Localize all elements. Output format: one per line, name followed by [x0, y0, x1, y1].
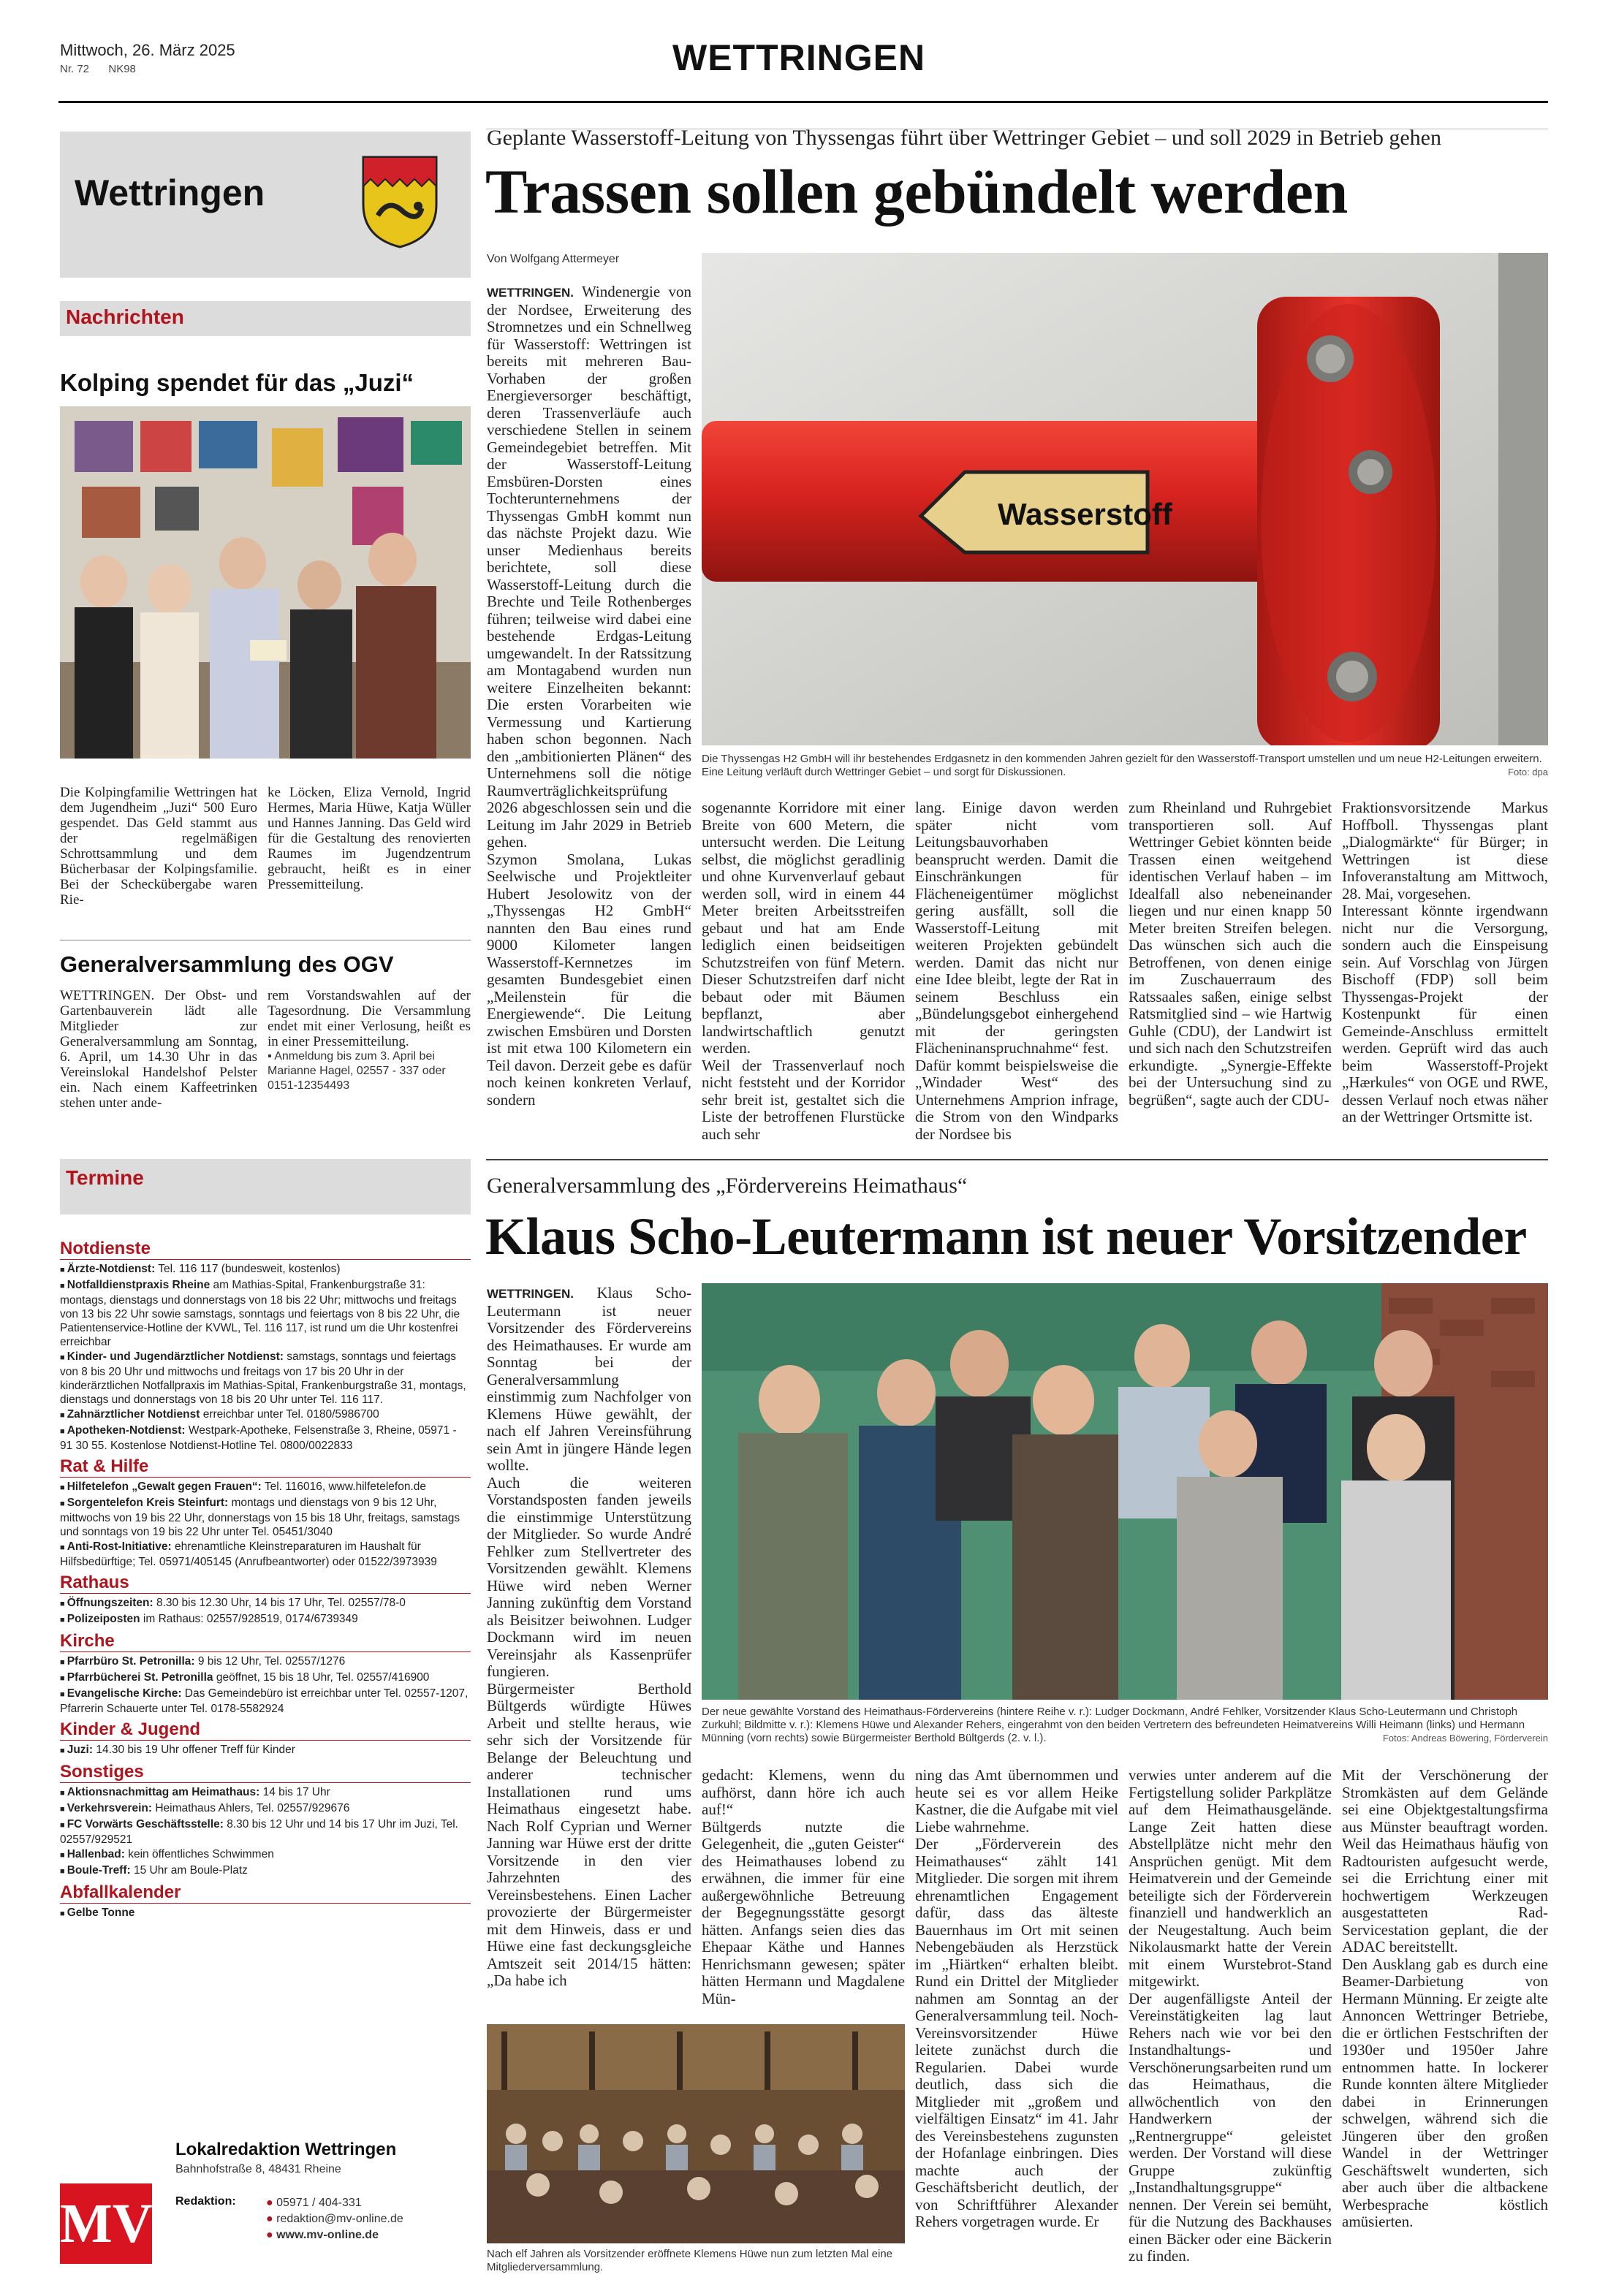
service-item-detail: erreichbar unter Tel. 0180/5986700: [200, 1408, 379, 1421]
bullet-icon: ■: [60, 1616, 67, 1624]
service-section-title: Kinder & Jugend: [60, 1719, 201, 1739]
article1-dateline: WETTRINGEN.: [487, 286, 574, 300]
article1-col4: zum Rheinland und Ruhrgebiet transportieren soll. Auf Wettringer Gebiet könnten beide Trassen einen weitgehend identischen Verlauf haben – im Idealfall also nebeneinander liegen und nur einen knapp 50 Meter breiten Streifen belegen. Das wünschen sich auch die Betroffenen, von denen einige im Zuschauerraum des Ratssaales saßen, einige selbst Ratsmitglied sind – wie Hartwig Guhle (CDU), der Landwirt ist und sich nach den Schutzstreifen erkundigte. „Synergie-Effekte bei der Untersuchung sind zu begrüßen“, sagte auch der CDU-: [1129, 799, 1332, 1109]
web-icon: ●: [266, 2229, 277, 2241]
service-item-detail: Tel. 116016, www.hilfetelefon.de: [261, 1480, 427, 1493]
bullet-icon: ■: [60, 1266, 67, 1274]
header-issue: [60, 63, 136, 75]
service-item-name: Boule-Treff:: [67, 1864, 131, 1877]
section-title: WETTRINGEN: [672, 37, 926, 78]
bullet-icon: ■: [60, 1543, 67, 1552]
bullet-icon: ■: [60, 1499, 67, 1508]
service-item-name: FC Vorwärts Geschäftsstelle:: [67, 1818, 224, 1831]
service-item-detail: 15 Uhr am Boule-Platz: [130, 1864, 248, 1877]
service-item-detail: 9 bis 12 Uhr, Tel. 02557/1276: [194, 1655, 346, 1668]
service-item: [60, 1540, 471, 1569]
bullet-icon: ■: [60, 1867, 67, 1876]
service-item-name: Öffnungszeiten:: [67, 1597, 153, 1609]
mv-logo: MV: [60, 2183, 152, 2264]
header-date: Mittwoch, 26. März 2025: [60, 41, 235, 59]
service-item: [60, 1687, 471, 1716]
article2-col3: ning das Amt übernommen und heute sei es vor allem Heike Kastner, die die Aufgabe mit viel Liebe wahrnehme. Der „Förderverein des Heimathauses“ zählt 141 Mitglieder. Die sorgen mit ihrem ehrenamtlichen Engagement dafür, dass das älteste Bauernhaus im Ort mit seinen Nebengebäuden als Herzstück im „Hiärtken“ erhalten bleibt. Rund ein Drittel der Mitglieder nahmen am Sonntag an der Generalversammlung teil. Noch-Vereinsvorsitzender Hüwe leitete zunächst durch die Regularien. Dabei wurde deutlich, dass sich die Mitglieder mit „großem und vielfältigen Einsatz“ im 41. Jahr des Vereinsbestehens zugunsten der Hofanlage einbringen. Dies machte auch der Geschäftsbericht deutlich, der von Schriftführer Alexander Rehers vorgetragen wurde. Er: [915, 1767, 1118, 2230]
bullet-icon: ■: [60, 1282, 67, 1290]
article1-photo-caption: Die Thyssengas H2 GmbH will ihr bestehendes Erdgasnetz in den kommenden Jahren gezielt für den Wasserstoff-Transport umstellen und um neue H2-Leitungen erweitern. Eine Leitung verläuft durch Wettringer Gebiet – und sorgt für Diskussionen. Foto: dpa: [702, 753, 1548, 778]
service-item-name: Anti-Rost-Initiative:: [67, 1540, 172, 1553]
service-item-name: Apotheken-Notdienst:: [67, 1424, 186, 1437]
service-item: [60, 1670, 471, 1686]
service-item: [60, 1785, 471, 1801]
service-item-detail: ehrenamtliche Kleinstreparaturen im Haushalt für Hilfsbedürftige; Tel. 05971/405145 (Anrufbeantworter) oder 01522/3973939: [60, 1540, 437, 1568]
service-item-name: Sorgentelefon Kreis Steinfurt:: [67, 1497, 229, 1509]
service-listings: [60, 1239, 471, 1922]
bullet-icon: ■: [60, 1674, 67, 1683]
ogv-note: ▪ Anmeldung bis zum 3. April bei Marianne Hagel, 02557 - 337 oder 0151-12354493: [268, 1050, 446, 1092]
service-item-name: Aktionsnachmittag am Heimathaus:: [67, 1786, 260, 1798]
service-section-rule: [60, 1477, 471, 1478]
service-item-detail: am Mathias-Spital, Frankenburgstraße 31: montags, dienstags und donnerstags von 18 bis 22 Uhr; mittwochs und freitags von 13 bis 22 Uhr sowie samstags, sonntags und feiertags von 8 bis 22 Uhr, die Patientenservice-Hotline der KVWL, Tel. 116 117, ist rund um die Uhr kostenfrei erreichbar: [60, 1279, 460, 1348]
redaktion-contacts: [266, 2195, 403, 2243]
service-item-detail: im Rathaus: 02557/928519, 0174/6739349: [140, 1613, 358, 1625]
service-section-rule: [60, 1651, 471, 1652]
service-item-detail: Heimathaus Ahlers, Tel. 02557/929676: [152, 1802, 350, 1814]
header-rule: [58, 101, 1548, 103]
service-item-detail: 14 bis 17 Uhr: [259, 1786, 330, 1798]
service-item-name: Ärzte-Notdienst:: [67, 1263, 156, 1275]
kolping-title: Kolping spendet für das „Juzi“: [60, 369, 414, 396]
article2-photo-caption: Der neue gewählte Vorstand des Heimathaus-Fördervereins (hintere Reihe v. r.): Ludger Dockmann, André Fehlker, Vorsitzender Klaus Scho-Leutermann und Christoph Zurkuhl; Bildmitte v. r.): Klemens Hüwe und Alexander Rehers, eingerahmt von den beiden Vertretern des befreundeten Heimatvereins Willi Heimann (links) und Hermann Münning (vorn rechts) sowie Bürgermeister Berthold Bültgerds (2. v. l.). Fotos: Andreas Böwering, Förderverein: [702, 1706, 1548, 1744]
bullet-icon: ■: [60, 1789, 67, 1798]
phone-line: ● 05971 / 404-331: [266, 2197, 362, 2209]
service-section-rule: [60, 1782, 471, 1783]
bullet-icon: ■: [60, 1483, 67, 1492]
redaktion-label: Redaktion:: [175, 2195, 236, 2208]
bullet-icon: ■: [60, 1411, 67, 1420]
service-section-rule: [60, 1903, 471, 1904]
service-item: [60, 1612, 471, 1627]
redaktion-title: Lokalredaktion Wettringen: [175, 2140, 397, 2159]
email-line[interactable]: ● redaktion@mv-online.de: [266, 2213, 403, 2225]
service-item-name: Pfarrbüro St. Petronilla:: [67, 1655, 195, 1668]
article1-col1-text: Windenergie von der Nordsee, Erweiterung des Stromnetzes und ein Schnellweg für Wasserstoff: Wettringen ist bereits mit mehreren Bau-Vorhaben der großen Energieversorger beschäftigt, deren Trassenverläufe auch verschiedene Stellen in seinem Gemeindegebiet betreffen. Mit der Wasserstoff-Leitung Emsbüren-Dorsten eines Tochterunternehmens der Thyssengas GmbH kommt nun das nächste Projekt dazu. Wie unser Medienhaus bereits berichtete, soll diese Wasserstoff-Leitung durch die Brechte und Teile Rothenberges führen; teilweise wird dabei eine bestehende Erdgas-Leitung umgewandelt. In der Ratssitzung am Montagabend wurden nun weitere Einzelheiten bekannt: Die ersten Vorarbeiten wie Vermessung und Kartierung haben schon begonnen. Nach den „ambitionierten Plänen“ des Unternehmens soll die nötige Raumverträglichkeitsprüfung 2026 abgeschlossen sein und die Leitung im Jahr 2029 in Betrieb gehen. Szymon Smolana, Lukas Seelwische und Projektleiter Hubert Jesolowitz von der „Thyssengas H2 GmbH“ nannten den Bau eines rund 9000 Kilometer langen Wasserstoff-Kernnetzes im gesamten Bundesgebiet einen „Meilenstein für die Energiewende“. Die Leitung zwischen Emsbüren und Dorsten ist mit etwa 100 Kilometern ein Teil davon. Derzeit gebe es dafür noch keinen konkreten Verlauf, sondern: [487, 284, 691, 1109]
board-group-photo: [702, 1283, 1548, 1700]
kolping-photo: [60, 406, 471, 759]
service-item-name: Hilfetelefon „Gewalt gegen Frauen“:: [67, 1480, 262, 1493]
article2-col1: [487, 1285, 691, 2008]
service-item-name: Evangelische Kirche:: [67, 1687, 182, 1700]
service-item-name: Hallenbad:: [67, 1848, 125, 1860]
article-separator: [486, 1159, 1548, 1160]
service-section-title: Rat & Hilfe: [60, 1456, 149, 1476]
article2-col5: Mit der Verschönerung der Stromkästen auf dem Gelände sei eine Objektgestaltungsfirma aus Münster beauftragt worden. Weil das Heimathaus häufig von Radtouristen aufgesucht werde, sei die Errichtung einer mit hochwertigem Werkzeugen ausgestatteten Rad-Servicestation geplant, die der ADAC bereitstellt. Den Ausklang gab es durch eine Beamer-Darbietung von Hermann Münning. Er zeigte alte Annoncen Wettringer Betriebe, die er örtlichen Festschriften der 1930er und 1950er Jahre entnommen hatte. In lockerer Runde konnten ältere Mitglieder dabei in Erinnerungen schwelgen, während sich die Jüngeren über den großen Wandel in der Wettringer Geschäftswelt wunderten, sich aber auch über die altbackene Werbesprache köstlich amüsierten.: [1342, 1767, 1548, 2230]
service-section-title: Rathaus: [60, 1573, 129, 1592]
news-label: Nachrichten: [60, 301, 471, 336]
service-item-detail: kein öffentliches Schwimmen: [124, 1848, 274, 1860]
article2-col4: verwies unter anderem auf die Fertigstellung solider Parkplätze auf dem Heimathausgelände. Lange Zeit hatten diese Abstellplätze nicht mehr den Ansprüchen genügt. Mit dem Heimatverein und der Gemeinde beteiligte sich der Förderverein finanziell und handwerklich an der Neugestaltung. Auch beim Nikolausmarkt hatte der Verein mit einem Wurstebrot-Stand mitgewirkt. Der augenfälligste Anteil der Vereinstätigkeiten lag laut Rehers nach wie vor bei den Instandhaltungs- und Verschönerungsarbeiten rund um das Heimathaus, die allwöchentlich von den Handwerkern der „Rentnergruppe“ geleistet werden. Der Vorstand will diese Gruppe zukünftig „Instandhaltungsgruppe“ nennen. Der Verein sei bemüht, für die Nutzung des Backhauses einen Bäcker oder eine Bäckerin zu finden.: [1129, 1767, 1332, 2265]
kolping-photo-graphic: [60, 406, 471, 759]
service-item: [60, 1480, 471, 1495]
bullet-icon: ■: [60, 1658, 67, 1667]
service-item-detail: montags und dienstags von 9 bis 12 Uhr, mittwochs von 19 bis 22 Uhr, donnerstags von 15 bis 18 Uhr, freitags, samstags und sonntags von 19 bis 22 Uhr unter Tel. 05451/3040: [60, 1497, 460, 1538]
service-item: [60, 1743, 471, 1758]
phone-icon: ●: [266, 2197, 277, 2209]
issue-number: Nr. 72: [60, 63, 90, 75]
ogv-right-block: [268, 988, 471, 1093]
meeting-photo-caption: Nach elf Jahren als Vorsitzender eröffnete Klemens Hüwe nun zum letzten Mal eine Mitgliederversammlung.: [487, 2248, 893, 2273]
redaktion-footer: [60, 2119, 471, 2280]
service-item-detail: geöffnet, 15 bis 18 Uhr, Tel. 02557/416900: [213, 1671, 430, 1684]
service-item: [60, 1278, 471, 1349]
article1-byline: Von Wolfgang Attermeyer: [487, 253, 620, 265]
ogv-text-left: WETTRINGEN. Der Obst- und Gartenbauverein lädt alle Mitglieder zur Generalversammlung am Sonntag, 6. April, um 14.30 Uhr in das Vereinslokal Handelshof Pelster ein. Nach einem Kaffeetrinken stehen unter ande-: [60, 988, 257, 1111]
article1-col2: sogenannte Korridore mit einer Breite von 600 Metern, die untersucht werden. Die Leitung selbst, die möglichst geradlinig und ohne Kurvenverlauf gebaut werden soll, wird in einem 44 Meter breiten Arbeitsstreifen gebaut und hat am Ende lediglich einen beidseitigen Schutzstreifen von fünf Metern. Dieser Schutzstreifen darf nicht bebaut oder mit Bäumen bepflanzt, aber landwirtschaftlich genutzt werden. Weil der Trassenverlauf noch nicht feststeht und der Korridor sehr breit ist, gestaltet sich die Liste der betroffenen Flurstücke auch sehr: [702, 799, 905, 1143]
town-name: Wettringen: [75, 172, 265, 213]
service-item-detail: Tel. 116 117 (bundesweit, kostenlos): [155, 1263, 341, 1275]
service-item-detail: Westpark-Apotheke, Felsenstraße 3, Rheine, 05971 - 91 30 55. Kostenlose Notdienst-Hotline Tel. 0800/0022833: [60, 1424, 457, 1452]
bullet-icon: ■: [60, 1821, 67, 1830]
service-item: [60, 1847, 471, 1863]
service-item-name: Pfarrbücherei St. Petronilla: [67, 1671, 213, 1684]
board-group-graphic: [702, 1283, 1548, 1700]
hydrogen-pipe-photo: [702, 253, 1548, 745]
service-section-rule: [60, 1740, 471, 1741]
redaktion-address: Bahnhofstraße 8, 48431 Rheine: [175, 2163, 341, 2175]
service-item-name: Notfalldienstpraxis Rheine: [67, 1279, 211, 1291]
bullet-icon: ■: [60, 1746, 67, 1755]
service-section-title: Sonstiges: [60, 1762, 144, 1782]
meeting-graphic: [487, 2024, 905, 2243]
kolping-text-left: Die Kolpingfamilie Wettringen hat dem Jugendheim „Juzi“ 500 Euro gespendet. Das Geld stammt aus der regelmäßigen Schrottsammlung und dem Bücherbasar der Kolpingsfamilie. Bei der Scheckübergabe waren Rie-: [60, 785, 257, 908]
web-line[interactable]: ● www.mv-online.de: [266, 2229, 379, 2241]
email-icon: ●: [266, 2213, 277, 2225]
service-item: [60, 1423, 471, 1453]
bullet-icon: ■: [60, 1851, 67, 1860]
service-section-rule: [60, 1259, 471, 1260]
article2-col2: gedacht: Klemens, wenn du aufhörst, dann höre ich auch auf!“ Bültgerds nutzte die Gelegenheit, die „guten Geister“ des Heimathauses lobend zu erwähnen, die immer für eine außergewöhnliche Betreuung der Begegnungsstätte gesorgt hätten. Anfangs seien dies das Ehepaar Käthe und Hannes Henrichsmann gewesen; später hätten Hermann und Magdalene Mün-: [702, 1767, 905, 2007]
ogv-text-right: rem Vorstandswahlen auf der Tagesordnung. Die Versammlung endet mit einer Verlosung, heißt es in einer Pressemitteilung.: [268, 988, 471, 1049]
bullet-icon: ■: [60, 1690, 67, 1699]
article1-col1: [487, 284, 691, 1146]
service-item-name: Zahnärztlicher Notdienst: [67, 1408, 200, 1421]
article2-photo-credit: Fotos: Andreas Böwering, Förderverein: [1382, 1733, 1548, 1744]
service-section-title: Abfallkalender: [60, 1882, 181, 1902]
pipe-label-text: Wasserstoff: [998, 497, 1172, 531]
article1-headline: Trassen sollen gebündelt werden: [485, 156, 1348, 227]
service-item: [60, 1654, 471, 1670]
article1-photo-credit: Foto: dpa: [1508, 767, 1548, 778]
hydrogen-pipe-graphic: [702, 253, 1548, 745]
bullet-icon: ■: [60, 1353, 67, 1362]
ogv-title: Generalversammlung des OGV: [60, 951, 394, 977]
bullet-icon: ■: [60, 1909, 67, 1918]
service-item-detail: 8.30 bis 12 Uhr und 14 bis 17 Uhr im Juzi, Tel. 02557/929521: [60, 1818, 458, 1846]
meeting-photo: [487, 2024, 905, 2243]
bullet-icon: ■: [60, 1427, 67, 1436]
service-item-detail: 14.30 bis 19 Uhr offener Treff für Kinder: [93, 1744, 295, 1756]
service-item: [60, 1350, 471, 1407]
service-item: [60, 1801, 471, 1817]
edition-code: NK98: [108, 63, 136, 75]
article1-kicker: Geplante Wasserstoff-Leitung von Thyssengas führt über Wettringer Gebiet – und soll 2029 in Betrieb gehen: [487, 126, 1441, 150]
bullet-icon: ■: [60, 1805, 67, 1814]
service-item: [60, 1817, 471, 1847]
article2-headline: Klaus Scho-Leutermann ist neuer Vorsitzender: [485, 1207, 1527, 1266]
article1-col3: lang. Einige davon werden später nicht vom Leitungsbauvorhaben beansprucht werden. Damit die Einschränkungen für Flächeneigentümer möglichst gering ausfällt, soll die Wasserstoff-Leitung mit weiteren Projekten gebündelt werden. Damit das nicht nur eine Idee bleibt, legte der Rat in seinem Beschluss ein „Bündelungsgebot einhergehend mit der geringsten Flächeninanspruchnahme“ fest. Dafür kommt beispielsweise die „Windader West“ des Unternehmens Amprion infrage, die Strom von den Windparks der Nordsee bis: [915, 799, 1118, 1143]
article2-kicker: Generalversammlung des „Fördervereins Heimathaus“: [487, 1174, 968, 1198]
termine-label: Termine: [60, 1159, 471, 1214]
article2-dateline: WETTRINGEN.: [487, 1287, 574, 1301]
article1-col5: Fraktionsvorsitzende Markus Hoffboll. Thyssengas plant „Dialogmärkte“ für Bürger; in Wettringen ist diese Infoveranstaltung am Mittwoch, 28. Mai, vorgesehen. Interessant könnte irgendwann nicht nur die Versorgung, sondern auch die Einspeisung sein. Auf Vorschlag von Jürgen Bischoff (FDP) soll beim Thyssengas-Projekt der Kostenpunkt für einen Gemeinde-Anschluss ermittelt werden. Geprüft wird das auch beim Wasserstoff-Projekt „Hærkules“ von OGE und RWE, dessen Verlauf noch etwas näher an der Wettringer Ortsmitte ist.: [1342, 799, 1548, 1125]
service-item: [60, 1407, 471, 1423]
service-section-title: Kirche: [60, 1631, 115, 1651]
service-item: [60, 1496, 471, 1539]
service-item-detail: Das Gemeindebüro ist erreichbar unter Tel. 02557-1207, Pfarrerin Schauerte unter Tel. 0178-5582924: [60, 1687, 469, 1715]
coat-of-arms-icon: [360, 153, 440, 248]
service-item: [60, 1262, 471, 1277]
service-item: [60, 1906, 471, 1921]
service-item-name: Kinder- und Jugendärztlicher Notdienst:: [67, 1350, 284, 1363]
service-item-detail: 8.30 bis 12.30 Uhr, 14 bis 17 Uhr, Tel. 02557/78-0: [153, 1597, 406, 1609]
service-item: [60, 1863, 471, 1879]
bullet-icon: ■: [60, 1600, 67, 1608]
service-item-name: Verkehrsverein:: [67, 1802, 153, 1814]
service-item-name: Gelbe Tonne: [67, 1907, 135, 1919]
kolping-text-right: ke Löcken, Eliza Vernold, Ingrid Hermes, Maria Hüwe, Katja Wüller und Hannes Janning. Das Geld wird für die Gestaltung des renovierten Raumes im Jugendzentrum gebraucht, heißt es in einer Pressemitteilung.: [268, 785, 471, 892]
service-section-title: Notdienste: [60, 1239, 151, 1258]
sidebar-masthead: [60, 132, 471, 278]
service-section-rule: [60, 1593, 471, 1594]
service-item-name: Polizeiposten: [67, 1613, 140, 1625]
service-item-detail: samstags, sonntags und feiertags von 8 bis 20 Uhr und mittwochs und freitags von 17 bis 20 Uhr in der kinderärztlichen Notfallpraxis im Mathias-Spital, Frankenburgstraße 31, montags, dienstags und donnerstags von 18 bis 20 Uhr unter Tel. 116 117.: [60, 1350, 466, 1406]
article2-col1-text: Klaus Scho-Leutermann ist neuer Vorsitzender des Fördervereins des Heimathauses. Er wurde am Sonntag bei der Generalversammlung einstimmig zum Nachfolger von Klemens Hüwe gewählt, der nach elf Jahren Vereinsführung sein Amt in jüngere Hände legen wollte. Auch die weiteren Vorstandsposten fanden jeweils die einstimmige Unterstützung der Mitglieder. So wurde André Fehlker zum Stellvertreter des Vorsitzenden gewählt. Klemens Hüwe wird neben Werner Janning zukünftig dem Vorstand als Beisitzer beiwohnen. Ludger Dockmann wird im neuen Vereinsjahr als Kassenprüfer fungieren. Bürgermeister Berthold Bültgerds würdigte Hüwes Arbeit und stellte heraus, wie sehr sich der Vorsitzende für Belange der Beleuchtung und anderer technischer Installationen rund ums Heimathaus eingesetzt habe. Nach Rolf Cyprian und Werner Janning war Hüwe erst der dritte Vorsitzende in den vier Jahrzehnten des Vereinsbestehens. Einen Lacher provozierte der Bürgermeister mit dem Hinweis, dass er und Hüwe eine fast deckungsgleiche Amtszeit seit 2014/15 hätten: „Da habe ich: [487, 1285, 691, 1989]
service-item-name: Juzi:: [67, 1744, 94, 1756]
service-item: [60, 1596, 471, 1611]
